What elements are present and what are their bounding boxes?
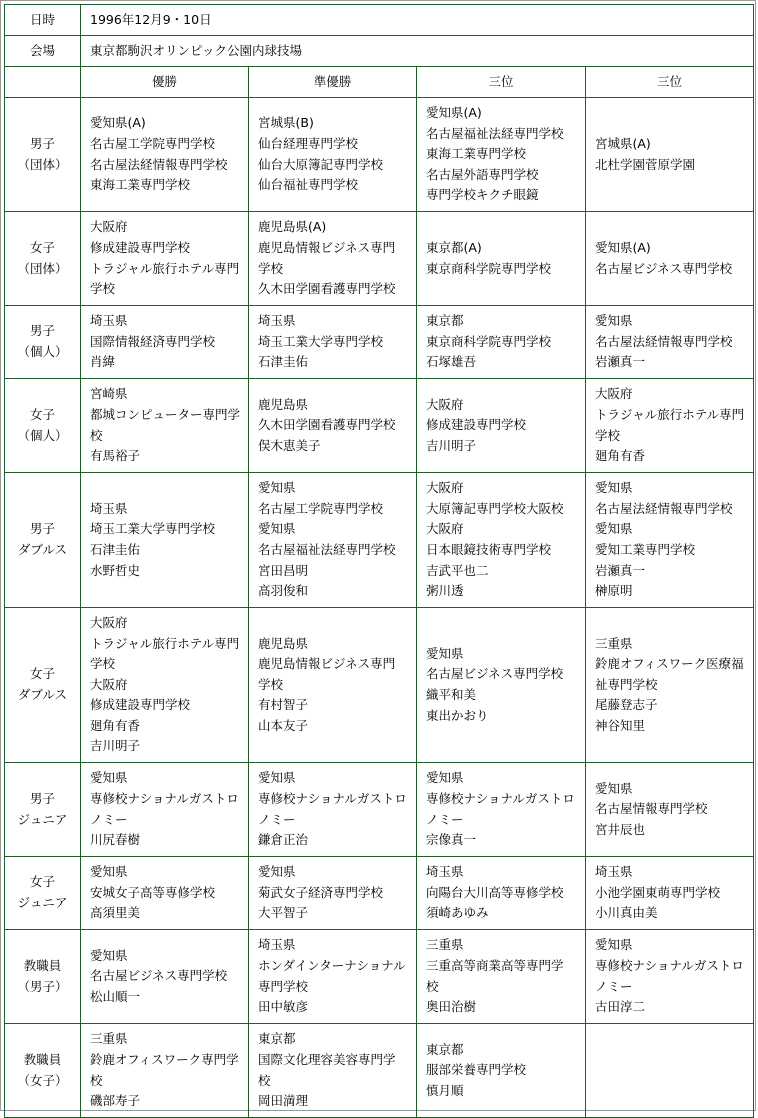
result-line: 愛知県: [90, 864, 128, 880]
result-cell-third-a: [417, 212, 586, 306]
result-line: 三重県: [426, 937, 464, 953]
header-runner-up: 準優勝: [249, 67, 417, 98]
header-third-a: 三位: [417, 67, 586, 98]
category-line: 女子: [29, 239, 55, 255]
result-cell-winner: [81, 212, 249, 306]
result-line: 菊武女子経済専門学校: [258, 884, 384, 900]
result-cell-winner: [81, 763, 249, 857]
category-line: 男子: [29, 521, 55, 537]
result-line: 岡田満理: [258, 1093, 309, 1109]
result-line: 名古屋情報専門学校: [595, 801, 708, 817]
result-line: 愛知県: [258, 521, 296, 537]
category-cell: [5, 212, 81, 306]
result-line: 吉川明子: [426, 437, 477, 453]
result-cell-third-b: [586, 1024, 754, 1118]
result-line: 専修校ナショナルガストロ: [258, 790, 407, 806]
result-line: 名古屋ビジネス専門学校: [90, 968, 228, 984]
result-line: ノミー: [426, 811, 464, 827]
result-cell-third-b: [586, 379, 754, 473]
result-line: 奥田治樹: [426, 999, 477, 1015]
result-line: 大阪府: [90, 219, 128, 235]
result-line: トラジャル旅行ホテル専門: [90, 635, 240, 651]
result-line: 岩瀬真一: [595, 562, 646, 578]
result-line: 名古屋法経情報専門学校: [595, 500, 733, 516]
category-line: ダブルス: [17, 542, 68, 557]
result-cell-third-b: [586, 306, 754, 379]
result-line: 大阪府: [90, 676, 128, 692]
result-line: ノミー: [90, 811, 128, 827]
result-line: 榊原明: [595, 583, 633, 599]
result-line: 有馬裕子: [90, 448, 141, 464]
result-cell-third-a: [417, 1024, 586, 1118]
category-line: 女子: [29, 874, 55, 890]
category-line: 教職員: [23, 957, 62, 973]
result-line: 吉武平也二: [426, 562, 489, 578]
result-row: [5, 857, 754, 930]
date-value: 1996年12月9・10日: [81, 5, 754, 36]
result-cell-winner: [81, 306, 249, 379]
result-row: [5, 1024, 754, 1118]
result-line: 専修校ナショナルガストロ: [595, 957, 744, 973]
venue-value: 東京都駒沢オリンピック公園内球技場: [81, 36, 754, 67]
result-line: 名古屋外語専門学校: [426, 166, 539, 182]
result-line: 学校: [90, 656, 116, 672]
result-line: 愛知県: [595, 480, 633, 496]
result-line: 愛知県: [258, 770, 296, 786]
result-line: 愛知県: [90, 947, 128, 963]
result-line: 須崎あゆみ: [426, 905, 489, 921]
result-line: 石津圭佑: [258, 354, 309, 370]
result-line: 小池学園東萌専門学校: [595, 884, 721, 900]
category-line: （男子）: [17, 978, 68, 994]
result-cell-third-b: [586, 763, 754, 857]
result-line: 宗像真一: [426, 832, 477, 848]
result-line: 都城コンピューター専門学: [90, 406, 241, 422]
result-line: 岩瀬真一: [595, 354, 646, 370]
result-cell-runner-up: [249, 212, 417, 306]
result-cell-winner: [81, 1024, 249, 1118]
result-line: ノミー: [595, 978, 633, 994]
result-line: 修成建設専門学校: [90, 697, 191, 713]
result-line: 東京商科学院専門学校: [426, 260, 552, 276]
result-cell-third-a: [417, 98, 586, 212]
result-row: [5, 306, 754, 379]
result-row: [5, 608, 754, 763]
category-line: 男子: [29, 790, 55, 806]
result-line: 大原簿記専門学校大阪校: [426, 500, 564, 516]
result-cell-runner-up: [249, 857, 417, 930]
category-cell: [5, 763, 81, 857]
result-cell-winner: [81, 379, 249, 473]
result-line: 石塚雄吾: [426, 354, 477, 370]
result-line: 東出かおり: [426, 707, 489, 723]
result-line: 大阪府: [90, 614, 128, 630]
result-line: 肖緯: [90, 354, 116, 370]
result-line: 愛知県(A): [426, 105, 482, 121]
result-line: 三重県: [595, 635, 633, 651]
result-line: 愛知県: [90, 770, 128, 786]
result-line: 安城女子高等専修学校: [90, 884, 216, 900]
result-line: 埼玉県: [426, 864, 464, 880]
category-line: 男子: [29, 323, 55, 339]
result-line: 田中敏彦: [258, 999, 309, 1015]
category-line: （団体）: [17, 260, 68, 276]
result-line: 鹿児島情報ビジネス専門: [258, 239, 396, 255]
header-row: [5, 67, 754, 98]
header-third-b: 三位: [586, 67, 754, 98]
result-line: 宮田昌明: [258, 562, 309, 578]
result-line: 東京商科学院専門学校: [426, 333, 552, 349]
results-table: [4, 4, 754, 1118]
result-cell-third-b: [586, 473, 754, 608]
result-line: 埼玉工業大学専門学校: [90, 521, 216, 537]
result-line: 埼玉県: [258, 313, 296, 329]
result-line: 名古屋法経情報専門学校: [595, 333, 733, 349]
category-cell: [5, 930, 81, 1024]
date-label: 日時: [5, 5, 81, 36]
category-line: 男子: [29, 135, 55, 151]
result-line: 国際情報経済専門学校: [90, 333, 216, 349]
result-line: 専門学校キクチ眼鏡: [426, 187, 539, 203]
result-line: 磯部寿子: [90, 1093, 141, 1109]
result-line: 祉専門学校: [595, 676, 658, 692]
result-line: 小川真由美: [595, 905, 658, 921]
result-line: 高須里美: [90, 905, 141, 921]
category-line: 女子: [29, 406, 55, 422]
result-cell-winner: [81, 608, 249, 763]
header-winner: 優勝: [81, 67, 249, 98]
result-line: 仙台福祉専門学校: [258, 177, 359, 193]
result-line: 鈴鹿オフィスワーク専門学: [90, 1051, 239, 1067]
result-line: 名古屋ビジネス専門学校: [595, 260, 733, 276]
result-cell-winner: [81, 930, 249, 1024]
result-line: 吉川明子: [90, 738, 141, 754]
category-line: （女子）: [17, 1072, 68, 1088]
result-line: 学校: [258, 676, 284, 692]
result-line: 鈴鹿オフィスワーク医療福: [595, 656, 744, 672]
result-line: 久木田学園看護専門学校: [258, 281, 396, 297]
result-line: 名古屋ビジネス専門学校: [426, 666, 564, 682]
result-cell-runner-up: [249, 306, 417, 379]
result-cell-third-b: [586, 98, 754, 212]
result-cell-third-a: [417, 306, 586, 379]
category-cell: [5, 98, 81, 212]
category-cell: [5, 857, 81, 930]
result-line: 愛知県(A): [90, 115, 146, 131]
result-line: 校: [90, 427, 103, 443]
result-line: 愛知県: [258, 864, 296, 880]
result-line: 古田淳二: [595, 999, 646, 1015]
category-cell: [5, 608, 81, 763]
result-line: 大阪府: [426, 521, 464, 537]
venue-row: [5, 36, 754, 67]
result-line: 松山順一: [90, 988, 141, 1004]
result-row: [5, 98, 754, 212]
result-cell-third-a: [417, 930, 586, 1024]
result-cell-winner: [81, 857, 249, 930]
category-line: ダブルス: [17, 687, 68, 702]
result-line: 東海工業専門学校: [426, 146, 527, 162]
header-empty: [5, 67, 81, 98]
result-line: 北杜学園菅原学園: [595, 156, 696, 172]
category-line: 女子: [29, 666, 55, 682]
result-row: [5, 212, 754, 306]
result-line: 鹿児島県: [258, 396, 309, 412]
result-cell-runner-up: [249, 608, 417, 763]
result-line: 東京都: [258, 1031, 296, 1047]
result-row: [5, 763, 754, 857]
result-line: 鹿児島県(A): [258, 219, 327, 235]
result-line: 俣木恵美子: [258, 437, 321, 453]
result-cell-third-b: [586, 212, 754, 306]
result-cell-third-b: [586, 930, 754, 1024]
result-line: 日本眼鏡技術専門学校: [426, 542, 552, 557]
result-line: 埼玉工業大学専門学校: [258, 333, 384, 349]
result-line: 埼玉県: [595, 864, 633, 880]
result-line: 学校: [258, 260, 284, 276]
result-line: 宮崎県: [90, 386, 128, 402]
result-line: 学校: [90, 281, 116, 297]
category-cell: [5, 1024, 81, 1118]
result-cell-runner-up: [249, 1024, 417, 1118]
result-cell-third-b: [586, 608, 754, 763]
result-line: 三重高等商業高等専門学: [426, 957, 564, 973]
result-line: ノミー: [258, 811, 296, 827]
result-line: 慎月順: [426, 1082, 464, 1098]
result-line: 山本友子: [258, 717, 309, 733]
result-line: 愛知県: [258, 480, 296, 496]
category-line: （団体）: [17, 156, 68, 172]
date-row: [5, 5, 754, 36]
result-line: 学校: [595, 427, 621, 443]
result-line: 宮井辰也: [595, 821, 646, 837]
result-line: 大阪府: [426, 480, 464, 496]
result-line: ホンダインターナショナル: [258, 957, 406, 973]
result-line: 大平智子: [258, 905, 309, 921]
result-cell-third-a: [417, 473, 586, 608]
result-line: 埼玉県: [258, 937, 296, 953]
result-line: 川尻春樹: [90, 832, 141, 848]
category-line: （個人）: [17, 344, 68, 359]
result-cell-winner: [81, 98, 249, 212]
result-row: [5, 379, 754, 473]
category-cell: [5, 473, 81, 608]
result-line: 愛知県: [595, 521, 633, 537]
result-line: 東京都(A): [426, 239, 482, 255]
result-cell-runner-up: [249, 379, 417, 473]
venue-label: 会場: [5, 36, 81, 67]
category-line: 教職員: [23, 1051, 62, 1067]
result-line: 粥川透: [426, 583, 464, 599]
result-cell-third-a: [417, 608, 586, 763]
result-row: [5, 473, 754, 608]
result-cell-third-a: [417, 379, 586, 473]
result-line: 校: [426, 978, 439, 994]
result-line: 校: [90, 1072, 103, 1088]
result-line: 高羽俊和: [258, 583, 309, 599]
category-line: ジュニア: [17, 811, 68, 827]
result-line: 向陽台大川高等専修学校: [426, 884, 564, 900]
result-line: 埼玉県: [90, 313, 128, 329]
category-cell: [5, 379, 81, 473]
result-line: 埼玉県: [90, 500, 128, 516]
result-cell-winner: [81, 473, 249, 608]
result-line: 東京都: [426, 1041, 464, 1057]
category-cell: [5, 306, 81, 379]
result-line: 有村智子: [258, 697, 309, 713]
result-line: 鹿児島情報ビジネス専門: [258, 656, 396, 672]
result-line: 愛知県: [595, 937, 633, 953]
result-line: 専修校ナショナルガストロ: [426, 790, 575, 806]
result-line: 神谷知里: [595, 717, 646, 733]
result-line: 仙台経理専門学校: [258, 135, 359, 151]
result-line: 愛知県(A): [595, 239, 651, 255]
category-line: ジュニア: [17, 895, 68, 910]
result-line: 名古屋福祉法経専門学校: [426, 125, 564, 141]
result-line: 織平和美: [426, 687, 477, 702]
result-line: 東京都: [426, 313, 464, 329]
result-cell-third-a: [417, 763, 586, 857]
result-line: 尾藤登志子: [595, 697, 658, 713]
result-line: 廻角有香: [595, 448, 646, 464]
result-cell-runner-up: [249, 473, 417, 608]
result-line: トラジャル旅行ホテル専門: [595, 406, 745, 422]
result-line: 廻角有香: [90, 717, 141, 733]
result-line: 大阪府: [426, 396, 464, 412]
result-line: 大阪府: [595, 386, 633, 402]
result-line: 水野哲史: [90, 562, 141, 578]
result-cell-third-b: [586, 857, 754, 930]
result-cell-runner-up: [249, 930, 417, 1024]
result-line: 名古屋工学院専門学校: [90, 135, 216, 151]
result-line: 名古屋福祉法経専門学校: [258, 542, 396, 557]
result-line: 愛知県: [426, 770, 464, 786]
result-cell-third-a: [417, 857, 586, 930]
result-line: 国際文化理容美容専門学: [258, 1051, 396, 1067]
result-line: 専修校ナショナルガストロ: [90, 790, 239, 806]
result-line: 修成建設専門学校: [426, 417, 527, 433]
result-line: 仙台大原簿記専門学校: [258, 156, 384, 172]
result-line: 愛知県: [426, 645, 464, 661]
result-line: 石津圭佑: [90, 542, 141, 557]
result-line: 東海工業専門学校: [90, 177, 191, 193]
result-line: 専門学校: [258, 978, 309, 994]
result-line: 愛知県: [595, 313, 633, 329]
result-line: 三重県: [90, 1031, 128, 1047]
result-line: 鎌倉正治: [258, 832, 309, 848]
result-cell-runner-up: [249, 98, 417, 212]
result-line: 愛知県: [595, 780, 633, 796]
result-line: 宮城県(B): [258, 115, 314, 131]
result-line: 名古屋工学院専門学校: [258, 500, 384, 516]
result-line: トラジャル旅行ホテル専門: [90, 260, 240, 276]
result-line: 宮城県(A): [595, 135, 651, 151]
result-cell-runner-up: [249, 763, 417, 857]
result-line: 修成建設専門学校: [90, 239, 191, 255]
category-line: （個人）: [17, 427, 68, 443]
result-line: 愛知工業専門学校: [595, 542, 696, 557]
result-line: 鹿児島県: [258, 635, 309, 651]
result-line: 服部栄養専門学校: [426, 1062, 527, 1078]
result-line: 校: [258, 1072, 271, 1088]
result-line: 久木田学園看護専門学校: [258, 417, 396, 433]
result-row: [5, 930, 754, 1024]
result-line: 名古屋法経情報専門学校: [90, 156, 228, 172]
